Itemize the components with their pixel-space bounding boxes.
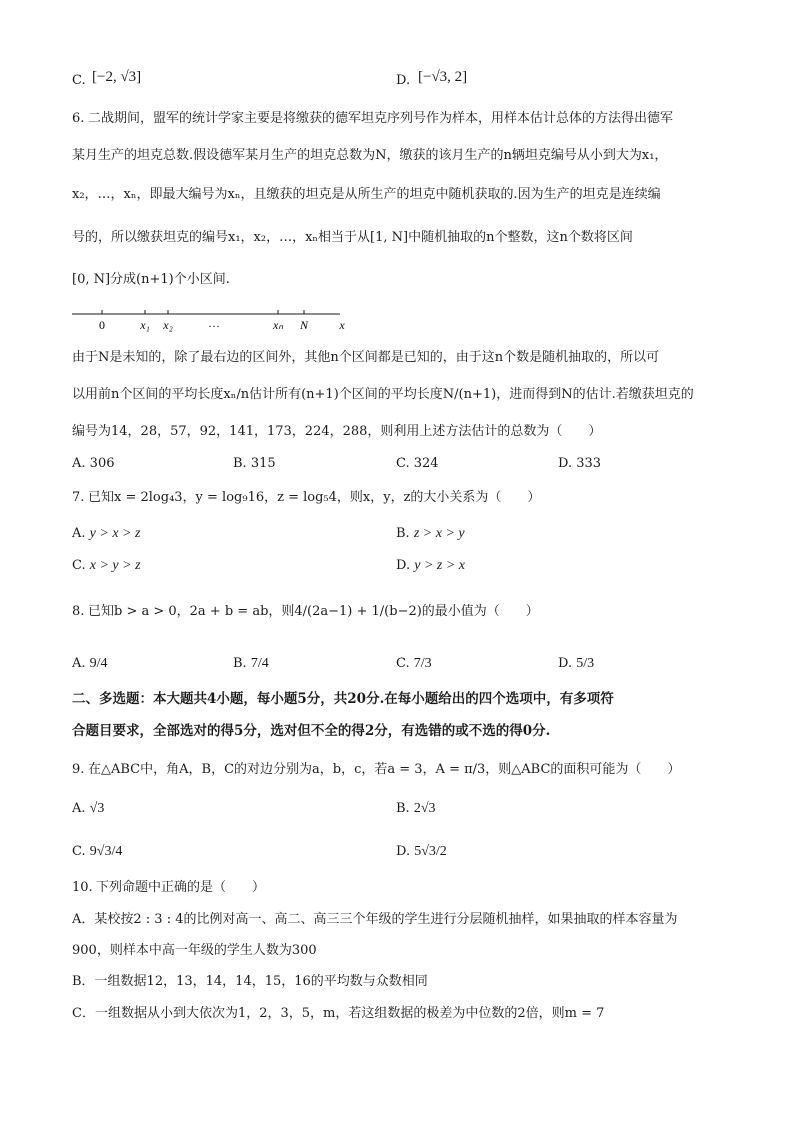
q10-option-b: B．一组数据12，13，14，14，15，16的平均数与众数相同 bbox=[72, 974, 428, 989]
q7-option-b bbox=[396, 525, 465, 543]
q8-stem: 已知b > a > 0，2a + b = ab，则4/(2a−1) + 1/(b−2)的最小值为（ ） bbox=[88, 604, 539, 619]
option-value: z > x > y bbox=[413, 526, 465, 541]
q10-stem: 下列命题中正确的是（ ） bbox=[96, 880, 266, 895]
option-label: B. bbox=[233, 456, 247, 471]
q6-line-3: x₂，…，xₙ，即最大编号为xₙ，且缴获的坦克是从所生产的坦克中随机获取的.因为生产的坦克是连续编 bbox=[72, 187, 661, 202]
option-label: D. bbox=[558, 456, 573, 471]
axis-label-xn: xₙ bbox=[272, 318, 284, 332]
q6-option-a bbox=[72, 455, 115, 473]
q10-option-c: C．一组数据从小到大依次为1，2，3，5，m，若这组数据的极差为中位数的2倍，则m = 7 bbox=[72, 1006, 605, 1021]
option-label: A. bbox=[72, 526, 86, 541]
axis-label-x: x bbox=[339, 318, 345, 332]
axis-label-0: 0 bbox=[99, 318, 105, 332]
option-label: D. bbox=[396, 558, 411, 573]
q9-option-a bbox=[72, 800, 104, 818]
option-value: 9√3/4 bbox=[89, 844, 123, 859]
q6-line-4: 号的，所以缴获坦克的编号x₁，x₂，…，xₙ相当于从[1, N]中随机抽取的n个整数，这n个数将区间 bbox=[72, 230, 633, 245]
q6-line-2: 某月生产的坦克总数.假设德军某月生产的坦克总数为N，缴获的该月生产的n辆坦克编号从小到大为x₁， bbox=[72, 148, 668, 163]
option-value: 333 bbox=[576, 456, 602, 471]
option-label: C. bbox=[396, 456, 410, 471]
option-value: y > z > x bbox=[414, 558, 466, 573]
option-value: 306 bbox=[89, 456, 115, 471]
option-value: 324 bbox=[413, 456, 439, 471]
option-label: A. bbox=[72, 656, 86, 671]
option-value: √3 bbox=[89, 801, 105, 816]
q7-stem: 已知x = 2log₄3，y = log₉16，z = log₅4，则x，y，z的大小关系为（ ） bbox=[88, 490, 541, 505]
q6-line-5: [0, N]分成(n+1)个小区间. bbox=[72, 272, 230, 287]
q9-stem: 在△ABC中，角A，B，C的对边分别为a，b，c，若a = 3，A = π/3，则△ABC的面积可能为（ ） bbox=[88, 762, 681, 777]
option-value: y > x > z bbox=[89, 526, 141, 541]
axis-label-x2: x₂ bbox=[163, 318, 173, 332]
option-label: D. bbox=[396, 844, 411, 859]
q7-option-a bbox=[72, 525, 140, 543]
option-value: x > y > z bbox=[89, 558, 141, 573]
q10-option-a-line-1: A．某校按2 : 3 : 4的比例对高一、高二、高三三个年级的学生进行分层随机抽样，如果抽取的样本容量为 bbox=[72, 912, 678, 927]
q9-option-b bbox=[396, 800, 436, 818]
option-label: B. bbox=[233, 656, 247, 671]
option-value: 5√3/2 bbox=[414, 844, 447, 859]
option-label: B. bbox=[396, 801, 410, 816]
axis-label-x1: x₁ bbox=[140, 318, 150, 332]
q8-option-c bbox=[396, 655, 432, 673]
option-label: C. bbox=[396, 656, 410, 671]
q6-line-6: 由于N是未知的，除了最右边的区间外，其他n个区间都是已知的，由于这n个数是随机抽取的，所以可 bbox=[72, 350, 660, 365]
option-label: A. bbox=[72, 801, 86, 816]
section-2-heading-line-2: 合题目要求，全部选对的得5分，选对但不全的得2分，有选错的或不选的得0分. bbox=[72, 723, 551, 739]
q6-option-d bbox=[558, 455, 601, 473]
q10-option-a-line-2: 900，则样本中高一年级的学生人数为300 bbox=[72, 943, 317, 958]
option-label: C. bbox=[72, 844, 86, 859]
q8-number: 8. bbox=[72, 604, 85, 619]
option-value: 9/4 bbox=[89, 656, 108, 671]
option-value: 2√3 bbox=[413, 801, 436, 816]
q8-option-d bbox=[558, 655, 594, 673]
section-2-heading-line-1: 二、多选题：本大题共4小题，每小题5分，共20分.在每小题给出的四个选项中，有多项符 bbox=[72, 691, 614, 707]
q9-option-c bbox=[72, 843, 122, 861]
q8-option-b bbox=[233, 655, 269, 673]
q8-option-a bbox=[72, 655, 108, 673]
q6-number: 6. bbox=[72, 111, 85, 126]
q9-number: 9. bbox=[72, 762, 85, 777]
number-line-figure bbox=[72, 306, 362, 336]
q9-option-d bbox=[396, 843, 447, 861]
option-value: 7/4 bbox=[250, 656, 269, 671]
option-value: 5/3 bbox=[576, 656, 595, 671]
q6-option-c bbox=[396, 455, 439, 473]
q6-option-b bbox=[233, 455, 276, 473]
option-label: D. bbox=[558, 656, 573, 671]
axis-label-N: N bbox=[299, 318, 309, 332]
q5-option-c-value: [−2, √3] bbox=[92, 69, 142, 85]
q5-option-d: D. bbox=[396, 73, 411, 88]
option-label: B. bbox=[396, 526, 410, 541]
q6-line-7: 以用前n个区间的平均长度xₙ/n估计所有(n+1)个区间的平均长度N/(n+1)，进而得到N的估计.若缴获坦克的 bbox=[72, 387, 694, 402]
q7-option-c bbox=[72, 557, 141, 575]
option-label: A. bbox=[72, 456, 86, 471]
q5-option-d-value: [−√3, 2] bbox=[418, 69, 468, 85]
q6-line-1: 二战期间，盟军的统计学家主要是将缴获的德军坦克序列号作为样本，用样本估计总体的方法得出德军 bbox=[88, 111, 674, 126]
option-value: 7/3 bbox=[413, 656, 432, 671]
q10-number: 10. bbox=[72, 880, 93, 895]
option-value: 315 bbox=[250, 456, 276, 471]
q7-option-d bbox=[396, 557, 465, 575]
q7-number: 7. bbox=[72, 490, 85, 505]
option-label: C. bbox=[72, 558, 86, 573]
q6-line-8: 编号为14，28，57，92，141，173，224，288，则利用上述方法估计的总数为（ ） bbox=[72, 424, 602, 439]
axis-label-ellipsis: … bbox=[208, 316, 220, 330]
q5-option-c: C. bbox=[72, 73, 86, 88]
